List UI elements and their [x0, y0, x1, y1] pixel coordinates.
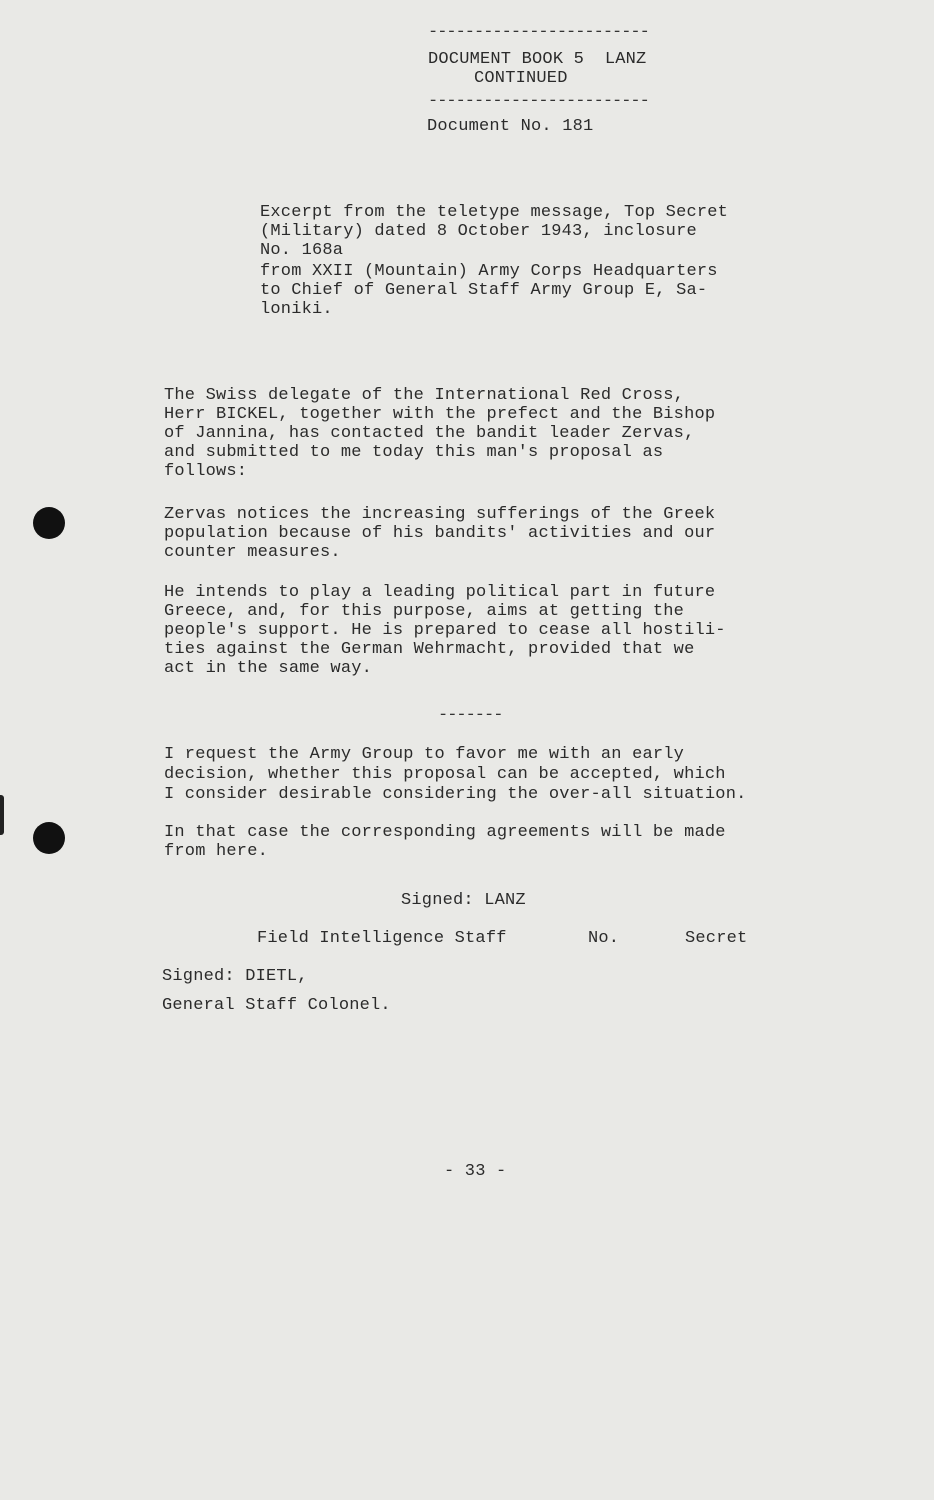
excerpt-line: (Military) dated 8 October 1943, inclosure [260, 222, 697, 241]
excerpt-line: No. 168a [260, 241, 344, 260]
body-line: I request the Army Group to favor me with an early [164, 745, 685, 764]
body-line: ties against the German Wehrmacht, provided that we [164, 640, 695, 659]
page-edge-mark [0, 795, 4, 835]
body-line: Zervas notices the increasing sufferings of the Greek [164, 505, 716, 524]
excerpt-line: Excerpt from the teletype message, Top Secret [260, 203, 729, 222]
body-line: Greece, and, for this purpose, aims at getting the [164, 602, 685, 621]
punch-hole [33, 822, 65, 854]
body-line: The Swiss delegate of the International Red Cross, [164, 386, 685, 405]
excerpt-line: to Chief of General Staff Army Group E, Sa- [260, 281, 708, 300]
body-line: from here. [164, 842, 269, 861]
rank-title: General Staff Colonel. [162, 996, 391, 1015]
excerpt-line: from XXII (Mountain) Army Corps Headquarters [260, 262, 718, 281]
body-line: people's support. He is prepared to cease all hostili- [164, 621, 726, 640]
body-line: Herr BICKEL, together with the prefect and the Bishop [164, 405, 716, 424]
body-line: follows: [164, 462, 248, 481]
body-line: act in the same way. [164, 659, 373, 678]
punch-hole [33, 507, 65, 539]
header-title: DOCUMENT BOOK 5 LANZ [428, 50, 647, 69]
secret-label: Secret [685, 929, 748, 948]
page-number: - 33 - [444, 1162, 507, 1181]
header-subtitle: CONTINUED [474, 69, 568, 88]
body-line: counter measures. [164, 543, 341, 562]
signed-dietl: Signed: DIETL, [162, 967, 308, 986]
body-line: population because of his bandits' activities and our [164, 524, 716, 543]
section-separator: ------- [438, 706, 503, 725]
header-rule-bottom: ------------------------ [428, 92, 649, 111]
document-number: Document No. 181 [427, 117, 594, 136]
header-rule-top: ------------------------ [428, 23, 649, 42]
body-line: I consider desirable considering the over-all situation. [164, 785, 747, 804]
body-line: decision, whether this proposal can be accepted, which [164, 765, 726, 784]
excerpt-line: loniki. [260, 300, 333, 319]
field-intelligence-staff: Field Intelligence Staff [257, 929, 507, 948]
body-line: He intends to play a leading political part in future [164, 583, 716, 602]
body-line: of Jannina, has contacted the bandit leader Zervas, [164, 424, 695, 443]
signed-lanz: Signed: LANZ [401, 891, 526, 910]
body-line: In that case the corresponding agreements will be made [164, 823, 726, 842]
number-label: No. [588, 929, 620, 948]
body-line: and submitted to me today this man's proposal as [164, 443, 664, 462]
